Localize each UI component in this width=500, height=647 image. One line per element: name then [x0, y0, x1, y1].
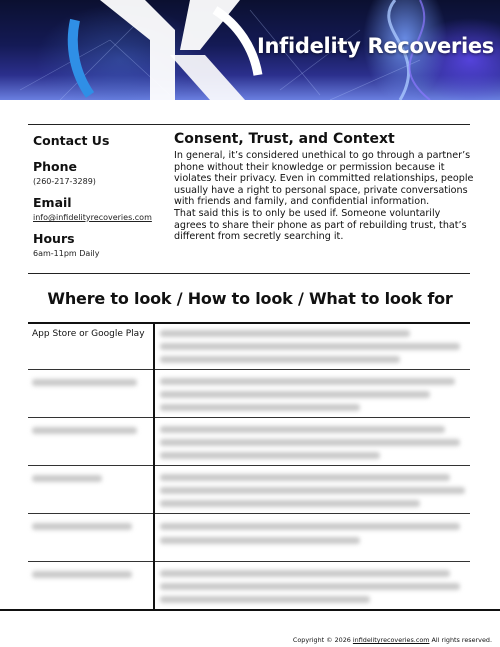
section-title: Where to look / How to look / What to look for — [47, 289, 453, 308]
redacted-text — [160, 378, 455, 385]
redacted-text — [160, 404, 360, 411]
rights-text: All rights reserved. — [431, 636, 492, 644]
consent-paragraph-1: In general, it’s considered unethical to go through a partner’s phone without their knowledge or permission because it violates their privacy. Even in committed relationships, people usually have a right to personal space, private conversations with friends and family, and confidential information. — [174, 150, 474, 208]
redacted-text — [160, 583, 460, 590]
redacted-text — [160, 330, 410, 337]
redacted-text — [160, 570, 450, 577]
redacted-text — [160, 426, 445, 433]
contact-title: Contact Us — [33, 133, 110, 148]
redacted-text — [160, 391, 430, 398]
email-link[interactable]: info@infidelityrecoveries.com — [33, 213, 152, 222]
redacted-text — [160, 523, 460, 530]
redacted-text — [160, 343, 460, 350]
redacted-text — [160, 596, 370, 603]
redacted-label — [32, 523, 132, 530]
redacted-text — [160, 474, 450, 481]
redacted-text — [160, 439, 460, 446]
top-divider — [28, 124, 470, 125]
copyright-text: Copyright © 2026 — [292, 636, 351, 644]
redacted-label — [32, 379, 137, 386]
redacted-label — [32, 427, 137, 434]
consent-section — [174, 131, 474, 243]
info-table — [28, 322, 470, 611]
footer — [293, 636, 492, 644]
phone-value[interactable]: (260-217-3289) — [33, 177, 96, 186]
consent-paragraph-2: That said this is to only be used if. Someone voluntarily agrees to share their phone as part of rebuilding trust, that’s different from secretly searching it. — [174, 207, 467, 243]
table-row — [28, 322, 470, 370]
site-title: Infidelity Recoveries — [256, 34, 494, 58]
redacted-label — [32, 475, 102, 482]
redacted-text — [160, 500, 420, 507]
section-divider — [28, 273, 470, 274]
redacted-text — [160, 356, 400, 363]
footer-site-link[interactable]: infidelityrecoveries.com — [352, 636, 430, 644]
table-row — [28, 514, 470, 562]
header-banner — [0, 0, 500, 100]
redacted-text — [160, 537, 360, 544]
table-row — [28, 418, 470, 466]
redacted-label — [32, 571, 132, 578]
table-column-divider — [153, 322, 155, 611]
row-label: App Store or Google Play — [32, 329, 145, 339]
table-row — [28, 466, 470, 514]
hours-label: Hours — [33, 231, 75, 246]
consent-heading: Consent, Trust, and Context — [174, 131, 395, 147]
email-label: Email — [33, 195, 72, 210]
table-bottom-border — [0, 609, 500, 611]
contact-panel — [33, 133, 168, 267]
table-row — [28, 370, 470, 418]
table-row — [28, 562, 470, 610]
redacted-text — [160, 487, 465, 494]
hours-value: 6am-11pm Daily — [33, 249, 100, 258]
phone-label: Phone — [33, 159, 78, 174]
redacted-text — [160, 452, 380, 459]
